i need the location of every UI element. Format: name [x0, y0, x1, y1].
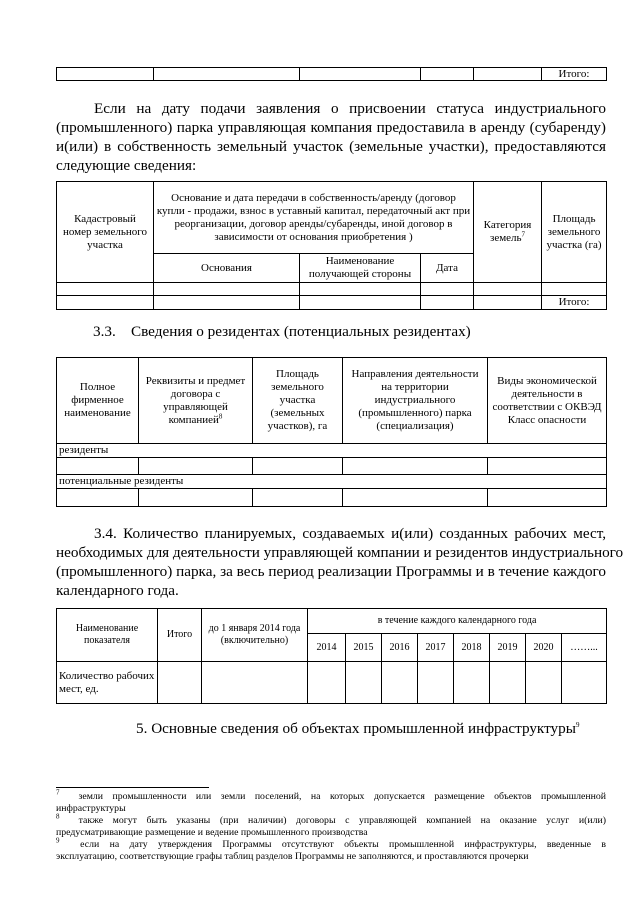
footnote-number: 7: [56, 788, 60, 797]
header-recipient: Наименование получающей стороны: [300, 254, 421, 283]
footnote-number: 8: [56, 812, 60, 821]
table-cell: [300, 68, 421, 81]
header-year: 2020: [526, 634, 562, 662]
table-cell: [421, 283, 474, 296]
footnote-line: [56, 812, 606, 827]
table-cell: [202, 662, 308, 704]
header-before: до 1 января 2014 года (включительно): [202, 609, 308, 662]
table-cell: [158, 662, 202, 704]
table-cell: [474, 283, 542, 296]
section-heading-5: [136, 720, 579, 738]
table-cell: [57, 283, 154, 296]
table-cell: [343, 489, 488, 507]
footnote-divider: [56, 787, 209, 788]
table-cell: [154, 68, 300, 81]
row-label: Количество рабочих мест, ед.: [57, 662, 158, 704]
footnote-text: также могут быть указаны (при наличии) договоры с управляющей компанией на оказание услуг и(или): [78, 815, 606, 826]
table-cell: [562, 662, 607, 704]
table-cell: [253, 458, 343, 475]
table-cell: [154, 296, 300, 310]
footnote-ref: 9: [575, 720, 580, 729]
table-cell: [346, 662, 382, 704]
table-cell: [421, 68, 474, 81]
paragraph-line: (промышленного) парка, за весь период реализации Программы и в течение каждого: [56, 563, 606, 580]
paragraph-line: и(или) в собственность земельный участок (земельные участки), предоставляются: [56, 138, 606, 155]
header-name: Полное фирменное наименование: [57, 358, 139, 444]
header-year: 2017: [418, 634, 454, 662]
footnote-9: [56, 836, 606, 862]
table-row: [57, 662, 607, 704]
table-cell: [526, 662, 562, 704]
footnote-line: [56, 788, 606, 803]
land-plots-table: [56, 181, 607, 310]
table-cell: [57, 489, 139, 507]
table-cell: [308, 662, 346, 704]
residents-table: [56, 357, 607, 507]
table-cell: [542, 283, 607, 296]
header-total: Итого: [158, 609, 202, 662]
footnote-line: предусматривающие размещение и ведение промышленного производства: [56, 826, 368, 838]
table-cell: [57, 68, 154, 81]
table-cell: [57, 296, 154, 310]
footnote-line: [56, 836, 606, 851]
paragraph-line: (промышленного) парка управляющая компания предоставила в аренду (субаренду): [56, 119, 606, 136]
paragraph-line: календарного года.: [56, 582, 179, 599]
header-yearly: в течение каждого календарного года: [308, 609, 607, 634]
header-area: Площадь земельного участка (га): [542, 182, 607, 283]
header-year: 2019: [490, 634, 526, 662]
header-indicator: Наименование показателя: [57, 609, 158, 662]
footnote-number: 9: [56, 836, 60, 845]
header-year: 2016: [382, 634, 418, 662]
table-cell: [57, 458, 139, 475]
header-basis: Основания: [154, 254, 300, 283]
header-direction: Направления деятельности на территории индустриального (промышленного) парка (специализация): [343, 358, 488, 444]
header-contract-text: Реквизиты и предмет договора с управляющей компанией: [145, 374, 246, 426]
table-cell: [421, 296, 474, 310]
table-cell: [139, 458, 253, 475]
header-cadastral: Кадастровый номер земельного участка: [57, 182, 154, 283]
header-date: Дата: [421, 254, 474, 283]
table-cell: [300, 296, 421, 310]
table-cell: [139, 489, 253, 507]
total-label: Итого:: [542, 296, 607, 310]
footnote-text: земли промышленности или земли поселений, на которых допускается размещение объектов промышленной: [78, 791, 606, 802]
paragraph-line: необходимых для деятельности управляющей компании и резидентов индустриального: [56, 544, 624, 561]
row-group-potential: потенциальные резиденты: [57, 475, 607, 489]
header-okved: Виды экономической деятельности в соответствии с ОКВЭД Класс опасности: [488, 358, 607, 444]
jobs-table: [56, 608, 607, 704]
header-category: [474, 182, 542, 283]
table-row: [57, 609, 607, 634]
header-year: 2014: [308, 634, 346, 662]
section-number: 3.3.: [93, 323, 116, 340]
paragraph-line: следующие сведения:: [56, 157, 197, 174]
table-cell: [490, 662, 526, 704]
section-heading-3-3: [93, 323, 471, 341]
table-cell: [488, 489, 607, 507]
top-table-fragment: [56, 67, 607, 81]
table-row: [57, 458, 607, 475]
header-basis-group: Основание и дата передачи в собственность/аренду (договор купли - продажи, взнос в уставный капитал, передаточный акт при реорганизации, договор аренды/субаренды, иной договор в зависимости от основания приобретения ): [154, 182, 474, 254]
table-row: [57, 283, 607, 296]
table-cell: [418, 662, 454, 704]
table-cell: [454, 662, 490, 704]
header-year: 2015: [346, 634, 382, 662]
footnote-8: [56, 812, 606, 838]
row-group-residents: резиденты: [57, 444, 607, 458]
table-cell: [488, 458, 607, 475]
total-label: Итого:: [542, 68, 607, 81]
table-row: [57, 296, 607, 310]
table-cell: [154, 283, 300, 296]
table-cell: [253, 489, 343, 507]
table-cell: [474, 68, 542, 81]
paragraph-line: 3.4. Количество планируемых, создаваемых и(или) созданных рабочих мест,: [94, 525, 606, 542]
intro-paragraph: [56, 99, 606, 175]
table-row: [57, 475, 607, 489]
header-area: Площадь земельного участка (земельных участков), га: [253, 358, 343, 444]
header-contract: [139, 358, 253, 444]
section-title: Сведения о резидентах (потенциальных резидентах): [130, 323, 471, 340]
section-3-4-paragraph: [56, 524, 624, 600]
header-year: 2018: [454, 634, 490, 662]
footnote-ref: 8: [218, 411, 223, 420]
table-row: [57, 182, 607, 254]
table-cell: [382, 662, 418, 704]
footnote-text: если на дату утверждения Программы отсутствуют объекты промышленной инфраструктуры, введенные в: [80, 839, 606, 850]
table-row: [57, 489, 607, 507]
table-row: [57, 68, 607, 81]
footnote-ref: 7: [521, 230, 526, 239]
table-row: [57, 444, 607, 458]
footnote-7: [56, 788, 606, 814]
footnote-line: эксплуатацию, соответствующие графы таблиц разделов Программы не заполняются, и проставляются прочерки: [56, 850, 529, 862]
section-title: 5. Основные сведения об объектах промышленной инфраструктуры: [136, 720, 576, 737]
table-cell: [343, 458, 488, 475]
footnote-line: инфраструктуры: [56, 802, 126, 814]
paragraph-line: Если на дату подачи заявления о присвоении статуса индустриального: [94, 100, 606, 117]
table-row: [57, 358, 607, 444]
header-category-text: Категория земель: [483, 219, 532, 244]
table-cell: [300, 283, 421, 296]
table-cell: [474, 296, 542, 310]
header-year: ……...: [562, 634, 607, 662]
